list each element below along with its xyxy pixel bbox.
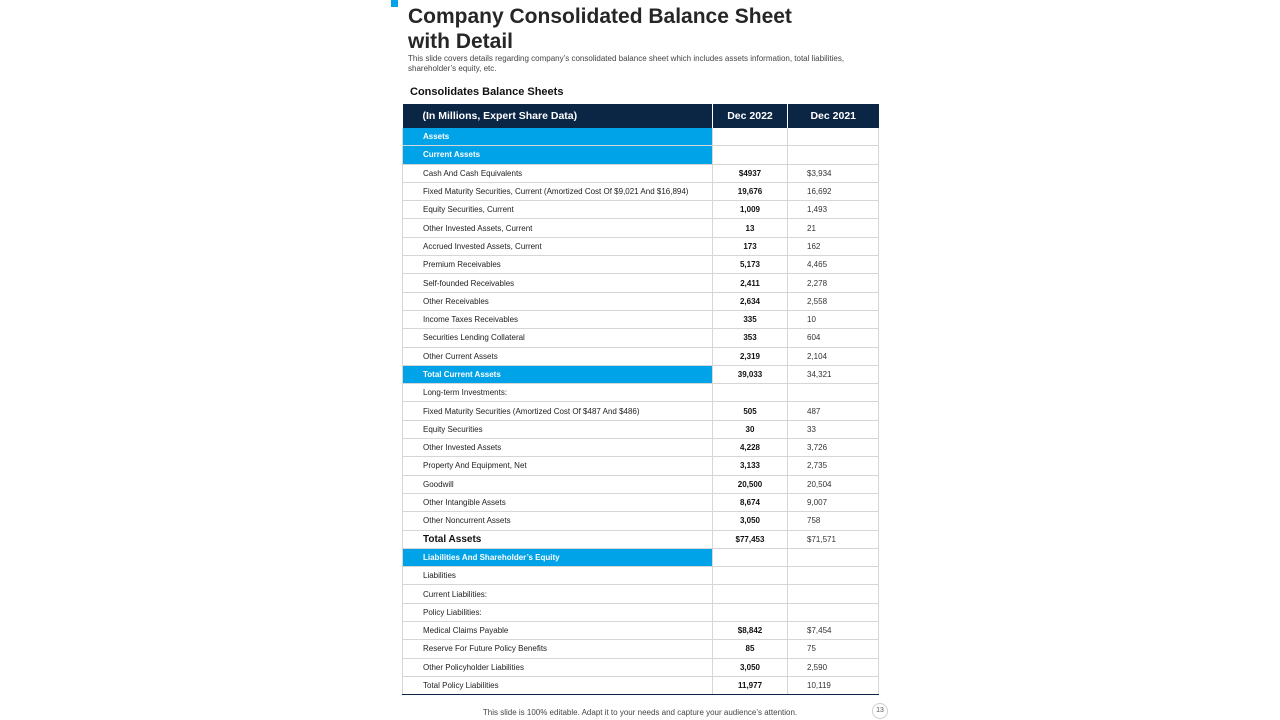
value-dec-2022 [713, 567, 788, 585]
row-label: Long-term Investments: [403, 384, 713, 402]
value-dec-2021: $71,571 [788, 530, 879, 548]
value-dec-2021: 75 [788, 640, 879, 658]
row-label: Equity Securities [403, 420, 713, 438]
value-dec-2021: 9,007 [788, 493, 879, 511]
value-dec-2021: 2,278 [788, 274, 879, 292]
table-row [403, 365, 879, 383]
table-row [403, 475, 879, 493]
value-dec-2021: 2,735 [788, 457, 879, 475]
table-body [403, 128, 879, 695]
value-dec-2021 [788, 548, 879, 566]
value-dec-2022 [713, 548, 788, 566]
table-row [403, 219, 879, 237]
value-dec-2022 [713, 603, 788, 621]
value-dec-2021: 34,321 [788, 365, 879, 383]
table-row [403, 548, 879, 566]
table-row [403, 640, 879, 658]
value-dec-2021: 1,493 [788, 201, 879, 219]
value-dec-2021: 10,119 [788, 676, 879, 694]
value-dec-2022: 1,009 [713, 201, 788, 219]
row-label: Other Noncurrent Assets [403, 512, 713, 530]
value-dec-2021: 487 [788, 402, 879, 420]
value-dec-2021 [788, 146, 879, 164]
header-dec-2022: Dec 2022 [713, 104, 788, 128]
value-dec-2021: 604 [788, 329, 879, 347]
table-row [403, 292, 879, 310]
table-row [403, 256, 879, 274]
table-row [403, 182, 879, 200]
value-dec-2021: 20,504 [788, 475, 879, 493]
value-dec-2021: 2,558 [788, 292, 879, 310]
row-label: Securities Lending Collateral [403, 329, 713, 347]
table-row [403, 310, 879, 328]
page-subtitle: This slide covers details regarding company’s consolidated balance sheet which includes assets information, total liabilities, shareholder’s equity, etc. [408, 54, 845, 73]
balance-sheet-table [402, 104, 879, 695]
row-label: Other Intangible Assets [403, 493, 713, 511]
table-row [403, 658, 879, 676]
value-dec-2021: 3,726 [788, 439, 879, 457]
value-dec-2022: 30 [713, 420, 788, 438]
corner-accent [391, 0, 398, 7]
section-heading: Consolidates Balance Sheets [410, 86, 564, 98]
header-description: (In Millions, Expert Share Data) [403, 104, 713, 128]
table-row [403, 585, 879, 603]
row-label: Total Assets [403, 530, 713, 548]
value-dec-2022: 19,676 [713, 182, 788, 200]
value-dec-2021: 162 [788, 237, 879, 255]
value-dec-2022: 4,228 [713, 439, 788, 457]
value-dec-2022: 3,050 [713, 658, 788, 676]
table-row [403, 622, 879, 640]
value-dec-2021 [788, 603, 879, 621]
value-dec-2021: 10 [788, 310, 879, 328]
row-label: Fixed Maturity Securities, Current (Amortized Cost Of $9,021 And $16,894) [403, 182, 713, 200]
table-row [403, 201, 879, 219]
row-label: Self-founded Receivables [403, 274, 713, 292]
table-row [403, 384, 879, 402]
value-dec-2022: 13 [713, 219, 788, 237]
value-dec-2022 [713, 585, 788, 603]
table-header-row [403, 104, 879, 128]
row-label: Other Current Assets [403, 347, 713, 365]
page-number: 13 [872, 703, 888, 719]
value-dec-2022: 39,033 [713, 365, 788, 383]
table-row [403, 457, 879, 475]
table-row [403, 329, 879, 347]
table-row [403, 567, 879, 585]
row-label: Accrued Invested Assets, Current [403, 237, 713, 255]
value-dec-2022: 353 [713, 329, 788, 347]
value-dec-2021: 758 [788, 512, 879, 530]
row-label: Property And Equipment, Net [403, 457, 713, 475]
value-dec-2021: 2,104 [788, 347, 879, 365]
row-label: Other Receivables [403, 292, 713, 310]
value-dec-2021: $3,934 [788, 164, 879, 182]
value-dec-2022: 505 [713, 402, 788, 420]
value-dec-2021: 4,465 [788, 256, 879, 274]
table-row [403, 420, 879, 438]
table-row [403, 128, 879, 146]
value-dec-2021 [788, 128, 879, 146]
table-row [403, 512, 879, 530]
value-dec-2021 [788, 567, 879, 585]
value-dec-2022: 2,411 [713, 274, 788, 292]
table-row [403, 676, 879, 694]
table-row [403, 530, 879, 548]
value-dec-2022 [713, 384, 788, 402]
value-dec-2022: 8,674 [713, 493, 788, 511]
row-label: Cash And Cash Equivalents [403, 164, 713, 182]
value-dec-2022: 85 [713, 640, 788, 658]
footer-note: This slide is 100% editable. Adapt it to your needs and capture your audience’s attention. [482, 708, 798, 717]
row-label: Income Taxes Receivables [403, 310, 713, 328]
value-dec-2022: 335 [713, 310, 788, 328]
row-label: Current Assets [403, 146, 713, 164]
table-row [403, 493, 879, 511]
row-label: Equity Securities, Current [403, 201, 713, 219]
row-label: Reserve For Future Policy Benefits [403, 640, 713, 658]
value-dec-2022: 3,050 [713, 512, 788, 530]
row-label: Premium Receivables [403, 256, 713, 274]
row-label: Current Liabilities: [403, 585, 713, 603]
row-label: Liabilities [403, 567, 713, 585]
row-label: Liabilities And Shareholder’s Equity [403, 548, 713, 566]
table-row [403, 237, 879, 255]
value-dec-2021: $7,454 [788, 622, 879, 640]
row-label: Medical Claims Payable [403, 622, 713, 640]
table-row [403, 164, 879, 182]
table-row [403, 347, 879, 365]
row-label: Other Invested Assets [403, 439, 713, 457]
value-dec-2021: 2,590 [788, 658, 879, 676]
value-dec-2021: 33 [788, 420, 879, 438]
value-dec-2022: 2,634 [713, 292, 788, 310]
row-label: Total Current Assets [403, 365, 713, 383]
header-dec-2021: Dec 2021 [788, 104, 879, 128]
value-dec-2022: 2,319 [713, 347, 788, 365]
value-dec-2022: 173 [713, 237, 788, 255]
value-dec-2021 [788, 384, 879, 402]
row-label: Fixed Maturity Securities (Amortized Cost Of $487 And $486) [403, 402, 713, 420]
row-label: Other Invested Assets, Current [403, 219, 713, 237]
table-row [403, 274, 879, 292]
row-label: Goodwill [403, 475, 713, 493]
value-dec-2022: $8,842 [713, 622, 788, 640]
row-label: Total Policy Liabilities [403, 676, 713, 694]
value-dec-2022: 3,133 [713, 457, 788, 475]
page-title: Company Consolidated Balance Sheet with Detail [408, 5, 792, 53]
table-row [403, 439, 879, 457]
table-row [403, 603, 879, 621]
value-dec-2022: $77,453 [713, 530, 788, 548]
value-dec-2022: 11,977 [713, 676, 788, 694]
table-row [403, 402, 879, 420]
value-dec-2022: 5,173 [713, 256, 788, 274]
value-dec-2021: 16,692 [788, 182, 879, 200]
value-dec-2022: 20,500 [713, 475, 788, 493]
value-dec-2022: $4937 [713, 164, 788, 182]
table-row [403, 146, 879, 164]
value-dec-2021: 21 [788, 219, 879, 237]
value-dec-2022 [713, 146, 788, 164]
row-label: Assets [403, 128, 713, 146]
row-label: Policy Liabilities: [403, 603, 713, 621]
value-dec-2021 [788, 585, 879, 603]
row-label: Other Policyholder Liabilities [403, 658, 713, 676]
value-dec-2022 [713, 128, 788, 146]
